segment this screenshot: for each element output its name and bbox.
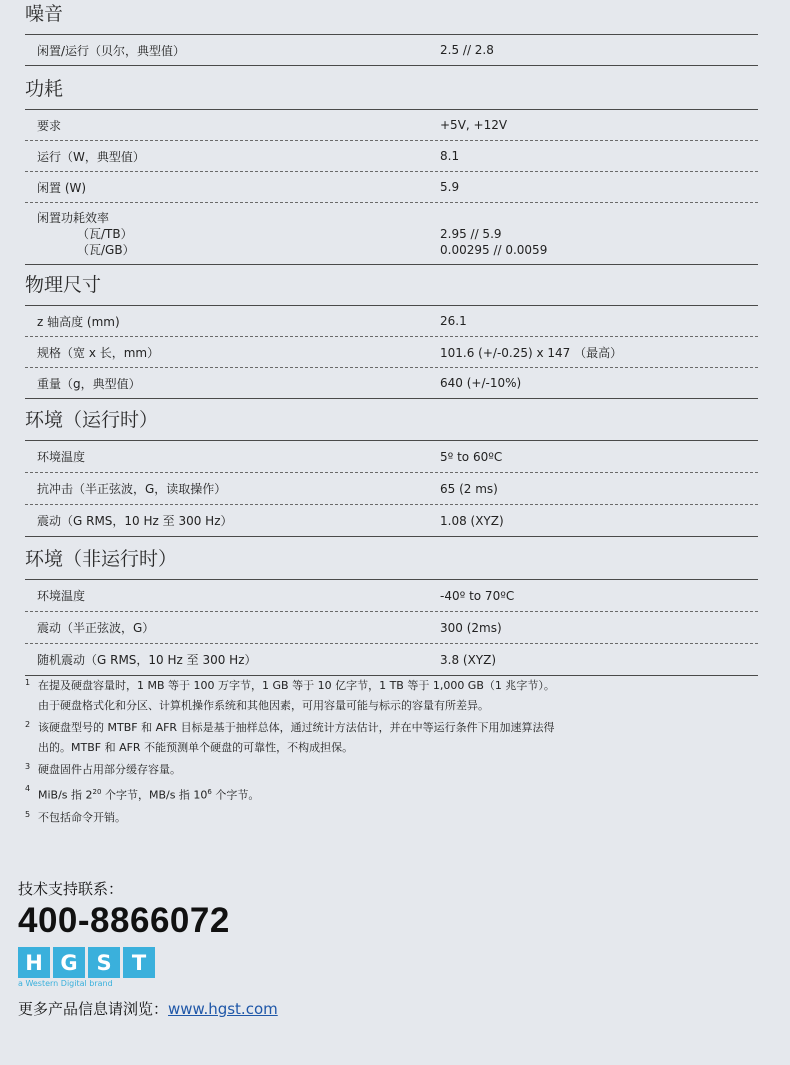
noise-table	[25, 34, 758, 66]
row-value: +5V, +12V	[440, 118, 508, 132]
row-label: 震动（G RMS，10 Hz 至 300 Hz）	[37, 514, 233, 528]
row-label: 运行（W，典型值）	[37, 149, 145, 164]
section-noise	[25, 0, 758, 66]
row-label: 随机震动（G RMS，10 Hz 至 300 Hz）	[37, 653, 257, 667]
table-row	[25, 612, 758, 644]
row-value: 3.8 (XYZ)	[440, 652, 497, 667]
section-env-operating	[25, 406, 758, 537]
power-table	[25, 109, 758, 265]
section-title-noise: 噪音	[25, 3, 64, 25]
table-row	[25, 368, 758, 399]
row-value: 5º to 60ºC	[440, 449, 503, 464]
footnote-text: 硬盘固件占用部分缓存容量。	[38, 763, 181, 776]
table-row-efficiency	[25, 203, 758, 265]
row-label: 环境温度	[37, 589, 86, 603]
logo-letter: S	[88, 947, 120, 978]
table-row	[25, 172, 758, 203]
table-row	[25, 306, 758, 337]
section-env-nonoperating	[25, 545, 758, 676]
section-title-physical: 物理尺寸	[25, 274, 102, 296]
logo-letter: G	[53, 947, 85, 978]
logo-letter: H	[18, 947, 50, 978]
footnote-number: 5	[25, 809, 31, 819]
row-value: 8.1	[440, 149, 460, 163]
row-label: 抗冲击（半正弦波，G，读取操作）	[37, 482, 227, 496]
table-row	[25, 473, 758, 505]
footnote-number: 2	[25, 720, 31, 729]
table-row	[25, 644, 758, 676]
more-info	[18, 998, 278, 1019]
footnote-number: 4	[25, 784, 31, 793]
env-operating-table	[25, 440, 758, 537]
table-row	[25, 110, 758, 141]
section-title-env-nonoperating: 环境（非运行时）	[25, 548, 178, 570]
row-value: 26.1	[440, 314, 467, 328]
section-physical	[25, 271, 758, 399]
footnote-number: 3	[25, 762, 31, 771]
footnote-text: 在提及硬盘容量时，1 MB 等于 100 万字节，1 GB 等于 10 亿字节，1 TB 等于 1,000 GB（1 兆字节）。	[38, 679, 555, 692]
footnote-2	[25, 718, 645, 758]
website-link[interactable]: www.hgst.com	[168, 1000, 278, 1018]
efficiency-label: 闲置功耗效率	[37, 211, 110, 225]
row-label: 要求	[37, 118, 62, 133]
table-row	[25, 35, 758, 66]
efficiency-value-gb: 0.00295 // 0.0059	[440, 243, 548, 257]
footnote-3	[25, 760, 645, 780]
footnote-5	[25, 808, 645, 828]
row-label: 闲置 (W)	[37, 180, 87, 195]
support-block	[18, 878, 278, 1019]
row-value: 300 (2ms)	[440, 620, 502, 635]
section-title-power: 功耗	[25, 78, 64, 100]
row-value: 1.08 (XYZ)	[440, 513, 504, 528]
section-power	[25, 75, 758, 265]
row-value: 65 (2 ms)	[440, 481, 498, 496]
row-value: 2.5 // 2.8	[440, 43, 494, 57]
row-label: 规格（宽 x 长，mm）	[37, 345, 160, 360]
row-label: 震动（半正弦波，G）	[37, 621, 155, 635]
footnote-text: 出的。MTBF 和 AFR 不能预测单个硬盘的可靠性，不构成担保。	[38, 741, 354, 754]
footnote-text: MiB/s 指 $2^{20}$ 个字节，MB/s 指 $10^6$ 个字节。	[38, 788, 260, 802]
efficiency-value-tb: 2.95 // 5.9	[440, 227, 502, 241]
row-label	[25, 210, 440, 258]
env-nonoperating-table	[25, 579, 758, 676]
row-value: 101.6 (+/-0.25) x 147 （最高）	[440, 345, 623, 360]
section-title-env-operating: 环境（运行时）	[25, 409, 159, 431]
table-row	[25, 337, 758, 368]
footnote-4	[25, 782, 645, 806]
table-row	[25, 441, 758, 473]
footnote-text: 不包括命令开销。	[38, 810, 126, 824]
efficiency-sub-tb: （瓦/TB）	[77, 227, 133, 241]
row-label: 重量（g，典型值）	[37, 376, 141, 391]
table-row	[25, 505, 758, 537]
support-label: 技术支持联系：	[18, 880, 124, 898]
footnote-1	[25, 676, 645, 716]
row-value: -40º to 70ºC	[440, 588, 515, 603]
support-phone[interactable]: 400-8866072	[18, 901, 230, 940]
row-value	[440, 210, 758, 258]
footnotes	[25, 676, 645, 828]
logo-letter: T	[123, 947, 155, 978]
row-label: z 轴高度 (mm)	[37, 314, 120, 329]
row-value: 640 (+/-10%)	[440, 376, 522, 390]
hgst-logo	[18, 947, 278, 978]
efficiency-sub-gb: （瓦/GB）	[77, 243, 135, 257]
footnote-text: 该硬盘型号的 MTBF 和 AFR 目标是基于抽样总体，通过统计方法估计，并在中等运行条件下用加速算法得	[38, 721, 555, 734]
footnote-number: 1	[25, 678, 31, 687]
spec-sheet	[25, 0, 758, 676]
footnote-text: 由于硬盘格式化和分区、计算机操作系统和其他因素，可用容量可能与标示的容量有所差异。	[38, 699, 489, 712]
more-info-label: 更多产品信息请浏览：	[18, 1000, 169, 1018]
row-label: 闲置/运行（贝尔，典型值）	[37, 43, 186, 58]
row-value: 5.9	[440, 180, 460, 194]
logo-tagline: a Western Digital brand	[18, 979, 113, 988]
physical-table	[25, 305, 758, 399]
table-row	[25, 580, 758, 612]
row-label: 环境温度	[37, 450, 86, 464]
table-row	[25, 141, 758, 172]
